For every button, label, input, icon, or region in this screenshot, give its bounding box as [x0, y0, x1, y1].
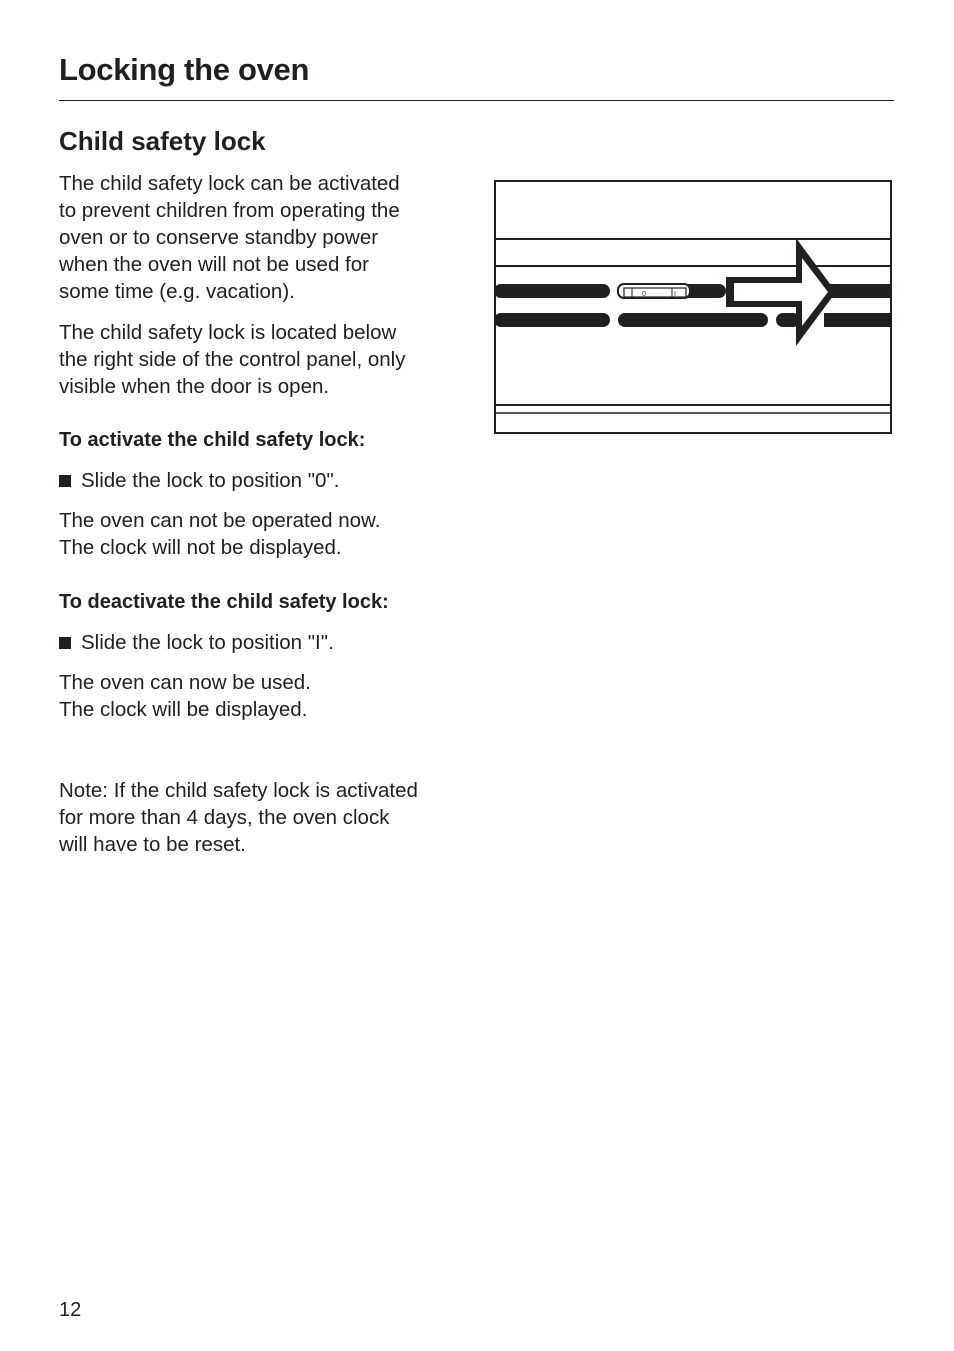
- text-line: the right side of the control panel, only: [59, 348, 406, 371]
- square-bullet-icon: [59, 475, 71, 487]
- text-line: oven or to conserve standby power: [59, 226, 379, 249]
- text-line: The child safety lock is located below: [59, 321, 397, 344]
- intro-paragraph-1: [59, 170, 469, 305]
- bullet-text: Slide the lock to position "0".: [81, 469, 340, 492]
- text-line: The clock will be displayed.: [59, 698, 308, 721]
- intro-paragraph-2: [59, 319, 469, 400]
- panel-bar: [494, 313, 610, 327]
- deactivate-step: [59, 629, 469, 656]
- text-line: some time (e.g. vacation).: [59, 280, 295, 303]
- panel-bar: [618, 313, 768, 327]
- text-line: to prevent children from operating the: [59, 199, 400, 222]
- text-line: The child safety lock can be activated: [59, 172, 400, 195]
- activate-heading: To activate the child safety lock:: [59, 429, 366, 451]
- title-divider: [59, 100, 894, 101]
- bullet-text: Slide the lock to position "I".: [81, 631, 334, 654]
- text-line: visible when the door is open.: [59, 375, 330, 398]
- text-line: will have to be reset.: [59, 833, 246, 856]
- panel-bar: [824, 313, 892, 327]
- page-number: 12: [59, 1299, 82, 1321]
- text-line: for more than 4 days, the oven clock: [59, 806, 390, 829]
- panel-bar: [494, 284, 610, 298]
- lock-slider-switch: [618, 284, 690, 298]
- deactivate-result: [59, 669, 469, 723]
- deactivate-heading: To deactivate the child safety lock:: [59, 591, 389, 613]
- activate-step: [59, 467, 469, 494]
- text-line: when the oven will not be used for: [59, 253, 369, 276]
- page-title: Locking the oven: [59, 52, 310, 87]
- text-line: The clock will not be displayed.: [59, 536, 342, 559]
- bullet-item: [59, 629, 469, 656]
- note-paragraph: [59, 777, 469, 858]
- text-line: The oven can not be operated now.: [59, 509, 381, 532]
- child-lock-illustration: [494, 180, 892, 434]
- activate-result: [59, 507, 469, 561]
- text-line: The oven can now be used.: [59, 671, 311, 694]
- bullet-item: [59, 467, 469, 494]
- square-bullet-icon: [59, 637, 71, 649]
- illustration-frame: [495, 181, 891, 433]
- switch-label-off: 0: [642, 291, 646, 298]
- text-line: Note: If the child safety lock is activated: [59, 779, 418, 802]
- section-title: Child safety lock: [59, 126, 266, 156]
- switch-label-on: I: [674, 291, 676, 298]
